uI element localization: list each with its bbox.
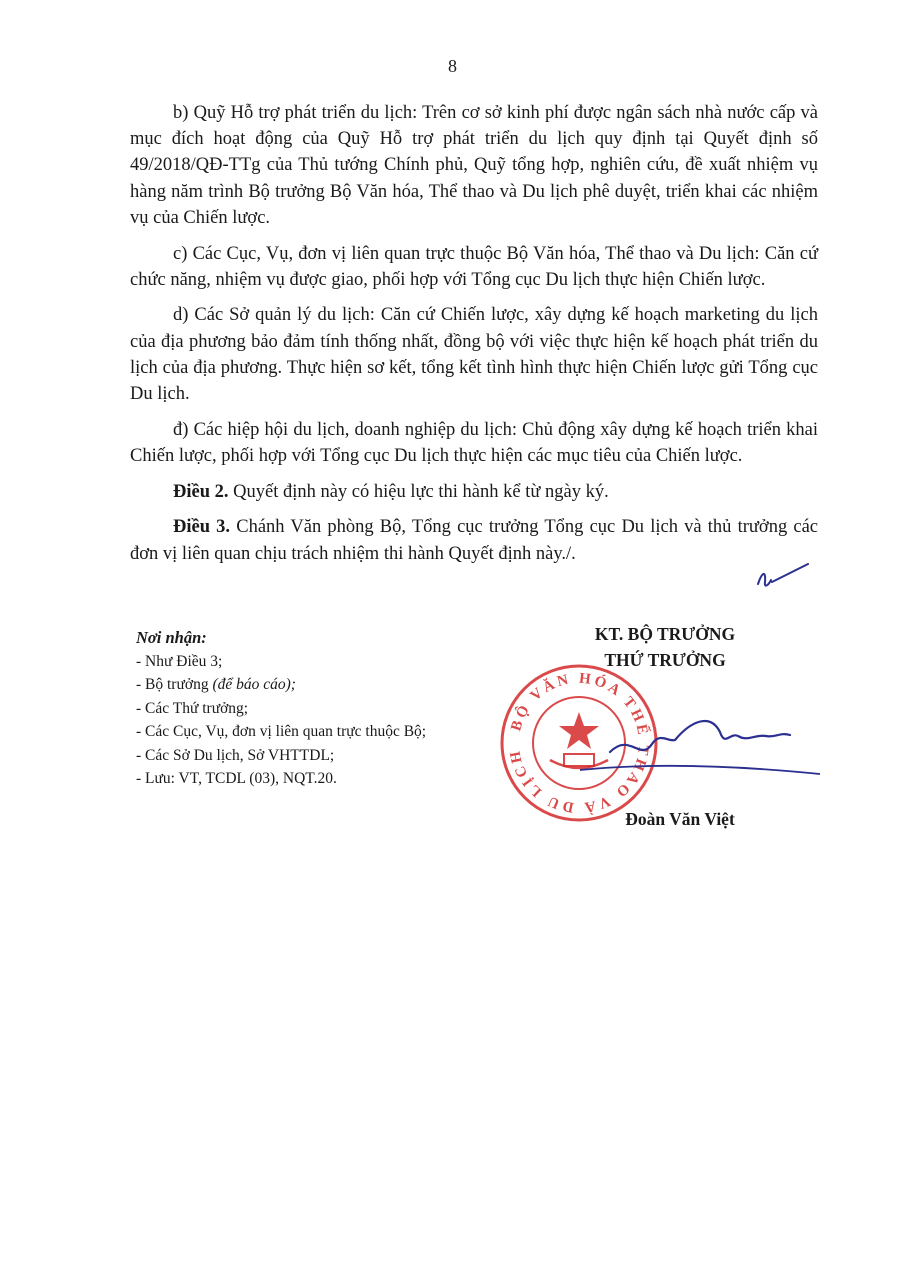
recipient-item: - Các Thứ trưởng; xyxy=(136,699,249,717)
signatory-capacity: KT. BỘ TRƯỞNG xyxy=(594,624,736,644)
paragraph-dd: đ) Các hiệp hội du lịch, doanh nghiệp du lịch: Chủ động xây dựng kế hoạch triển khai Chiến lược, phối hợp với Tổng cục Du lịch thực hiện các mục tiêu của Chiến lược. xyxy=(130,419,818,466)
initials-mark xyxy=(752,560,812,596)
handwritten-signature xyxy=(580,702,820,792)
article-2: Điều 2. Quyết định này có hiệu lực thi hành kể từ ngày ký. xyxy=(173,481,609,502)
article-3-heading: Điều 3. xyxy=(173,517,231,538)
recipients-list xyxy=(136,626,436,791)
article-3: Điều 3. Chánh Văn phòng Bộ, Tổng cục trưởng Tổng cục Du lịch và thủ trưởng các đơn vị liên quan chịu trách nhiệm thi hành Quyết định này./. xyxy=(130,517,819,564)
paragraph-c: c) Các Cục, Vụ, đơn vị liên quan trực thuộc Bộ Văn hóa, Thể thao và Du lịch: Căn cứ chức năng, nhiệm vụ được giao, phối hợp với Tổng cục Du lịch thực hiện Chiến lược. xyxy=(130,243,818,290)
signature-block xyxy=(506,622,810,842)
recipients-title: Nơi nhận: xyxy=(136,628,207,647)
article-2-heading: Điều 2. xyxy=(173,481,229,502)
signatory-title: THỨ TRƯỞNG xyxy=(604,650,726,670)
recipient-item: - Bộ trưởng (để báo cáo); xyxy=(136,676,296,693)
recipient-item: - Các Cục, Vụ, đơn vị liên quan trực thuộc Bộ; xyxy=(136,723,427,740)
paragraph-d: d) Các Sở quản lý du lịch: Căn cứ Chiến lược, xây dựng kế hoạch marketing du lịch của địa phương bảo đảm tính thống nhất, đồng bộ với việc thực hiện kế hoạch phát triển du lịch của địa phương. Thực hiện sơ kết, tổng kết tình hình thực hiện Chiến lược gửi Tổng cục Du lịch. xyxy=(130,305,818,405)
svg-text:BỘ VĂN HÓA THỂ THAO VÀ DU LỊCH: BỘ VĂN HÓA THỂ THAO VÀ DU LỊCH xyxy=(506,670,652,816)
paragraph-b: b) Quỹ Hỗ trợ phát triển du lịch: Trên cơ sở kinh phí được ngân sách nhà nước cấp và mục đích hoạt động của Quỹ Hỗ trợ phát triển du lịch quy định tại Quyết định số 49/2018/QĐ-TTg của Thủ tướng Chính phủ, Quỹ tổng hợp, nghiên cứu, đề xuất nhiệm vụ hàng năm trình Bộ trưởng Bộ Văn hóa, Thể thao và Du lịch phê duyệt, triển khai các nhiệm vụ của Chiến lược. xyxy=(130,103,818,228)
recipient-item: - Các Sở Du lịch, Sở VHTTDL; xyxy=(136,746,335,764)
recipient-item: - Như Điều 3; xyxy=(136,652,223,670)
signatory-name: Đoàn Văn Việt xyxy=(625,809,735,829)
recipient-item: - Lưu: VT, TCDL (03), NQT.20. xyxy=(136,770,337,787)
document-body xyxy=(130,100,818,576)
page-number: 8 xyxy=(448,56,457,76)
